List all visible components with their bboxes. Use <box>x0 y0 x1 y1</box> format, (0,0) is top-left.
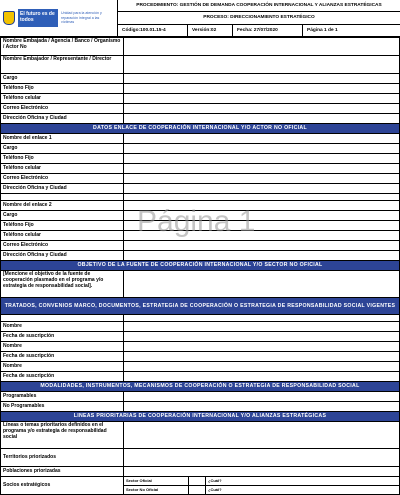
field-nombre-embajada[interactable] <box>124 38 400 56</box>
logo-area <box>0 0 118 36</box>
label-direccion: Dirección Oficina y Ciudad <box>1 114 124 124</box>
field-poblaciones[interactable] <box>124 467 400 477</box>
label-no-programables: No Programables <box>1 402 124 412</box>
label-tratado3-fecha: Fecha de suscripción <box>1 372 124 382</box>
label-tratado1-fecha: Fecha de suscripción <box>1 332 124 342</box>
label-tratado2-fecha: Fecha de suscripción <box>1 352 124 362</box>
doc-meta <box>118 25 400 36</box>
field-correo[interactable] <box>124 104 400 114</box>
spacer <box>1 194 124 201</box>
label-nombre-embajador: Nombre Embajador / Representante / Director <box>1 56 124 74</box>
section-title-modalidades: MODALIDADES, INSTRUMENTOS, MECANISMOS DE COOPERACIÓN O ESTRATEGIA DE RESPONSABILIDAD SOCIAL <box>1 382 400 392</box>
document-header <box>0 0 400 37</box>
objetivo-prompt: [Mencione el objetivo de la fuente de cooperación plasmado en el programa y/o estrategia de responsabilidad social]. <box>1 271 124 298</box>
field-enlace2-nombre[interactable] <box>124 201 400 211</box>
label-enlace2-correo: Correo Electrónico <box>1 241 124 251</box>
procedimiento-title: PROCEDIMIENTO: GESTIÓN DE DEMANDA COOPERACIÓN INTERNACIONAL Y ALIANZAS ESTRATÉGICAS <box>118 0 400 12</box>
label-cargo: Cargo <box>1 74 124 84</box>
spacer <box>1 315 124 322</box>
label-enlace2-celular: Teléfono celular <box>1 231 124 241</box>
label-tratado1-nombre: Nombre <box>1 322 124 332</box>
field-objetivo[interactable] <box>124 271 400 298</box>
socio-no-oficial-checkbox[interactable] <box>189 486 206 494</box>
field-enlace2-telefono[interactable] <box>124 221 400 231</box>
field-enlace1-celular[interactable] <box>124 164 400 174</box>
label-tratado3-nombre: Nombre <box>1 362 124 372</box>
logo-main: El futuro es de todos <box>18 9 58 27</box>
field-tratado3-fecha[interactable] <box>124 372 400 382</box>
field-no-programables[interactable] <box>124 402 400 412</box>
field-programables[interactable] <box>124 392 400 402</box>
field-enlace1-correo[interactable] <box>124 174 400 184</box>
label-territorios: Territorios priorizados <box>1 449 124 467</box>
page-watermark: Página 1 <box>137 205 256 238</box>
field-tratado3-nombre[interactable] <box>124 362 400 372</box>
field-cargo[interactable] <box>124 74 400 84</box>
socio-cual-2: ¿Cuál? <box>208 487 222 492</box>
codigo: Código:100.01.15-4 <box>118 25 188 36</box>
field-enlace1-direccion[interactable] <box>124 184 400 194</box>
label-nombre-embajada: Nombre Embajada / Agencia / Banco / Organismo / Actor No <box>1 38 124 56</box>
spacer <box>124 315 400 322</box>
field-enlace2-direccion[interactable] <box>124 251 400 261</box>
field-enlace1-nombre[interactable] <box>124 134 400 144</box>
field-enlace2-celular[interactable] <box>124 231 400 241</box>
field-enlace2-cargo[interactable] <box>124 211 400 221</box>
spacer <box>124 194 400 201</box>
socio-oficial-label: Sector Oficial <box>124 477 189 485</box>
section-title-objetivo: OBJETIVO DE LA FUENTE DE COOPERACIÓN INTERNACIONAL Y/O SECTOR NO OFICIAL <box>1 261 400 271</box>
pagina: Página 1 de 1 <box>307 28 338 33</box>
label-enlace1-nombre: Nombre del enlace 1 <box>1 134 124 144</box>
colombia-shield-icon <box>3 11 15 25</box>
label-enlace2-telefono: Teléfono Fijo <box>1 221 124 231</box>
field-enlace2-correo[interactable] <box>124 241 400 251</box>
label-enlace2-cargo: Cargo <box>1 211 124 221</box>
socios-grid <box>124 477 400 495</box>
field-telefono-fijo[interactable] <box>124 84 400 94</box>
field-nombre-embajador[interactable] <box>124 56 400 74</box>
label-enlace1-direccion: Dirección Oficina y Ciudad <box>1 184 124 194</box>
label-enlace1-cargo: Cargo <box>1 144 124 154</box>
field-enlace1-cargo[interactable] <box>124 144 400 154</box>
section-title-lineas: LINEAS PRIORITARIAS DE COOPERACIÓN INTERNACIONAL Y/O ALIANZAS ESTRATÉGICAS <box>1 412 400 422</box>
version: Versión:02 <box>188 25 233 36</box>
label-poblaciones: Poblaciones priorizadas <box>1 467 124 477</box>
field-tratado2-nombre[interactable] <box>124 342 400 352</box>
field-tratado2-fecha[interactable] <box>124 352 400 362</box>
label-enlace1-correo: Correo Electrónico <box>1 174 124 184</box>
label-enlace2-direccion: Dirección Oficina y Ciudad <box>1 251 124 261</box>
label-telefono-celular: Teléfono celular <box>1 94 124 104</box>
field-direccion[interactable] <box>124 114 400 124</box>
socio-oficial-checkbox[interactable] <box>189 477 206 485</box>
form-table <box>0 37 400 495</box>
logo-subtitle: Unidad para la atención y reparación integral a las víctimas <box>61 11 102 25</box>
proceso-title: PROCESO: DIRECCIONAMIENTO ESTRATÉGICO <box>118 12 400 25</box>
field-tratado1-fecha[interactable] <box>124 332 400 342</box>
field-territorios[interactable] <box>124 449 400 467</box>
label-socios: Socios estratégicos <box>1 477 124 495</box>
label-tratado2-nombre: Nombre <box>1 342 124 352</box>
label-lineas-temas: Líneas o temas prioritarios definidos en el programa y/o estrategia de responsabilidad social <box>1 422 124 449</box>
field-tratado1-nombre[interactable] <box>124 322 400 332</box>
label-enlace2-nombre: Nombre del enlace 2 <box>1 201 124 211</box>
field-lineas-temas[interactable] <box>124 422 400 449</box>
section-title-tratados: TRATADOS, CONVENIOS MARCO, DOCUMENTOS, ESTRATEGIA DE COOPERACIÓN O ESTRATEGIA DE RESPONSABILIDAD SOCIAL VIGENTES <box>1 298 400 315</box>
label-enlace1-celular: Teléfono celular <box>1 164 124 174</box>
field-telefono-celular[interactable] <box>124 94 400 104</box>
field-enlace1-telefono[interactable] <box>124 154 400 164</box>
label-correo: Correo Electrónico <box>1 104 124 114</box>
label-telefono-fijo: Teléfono Fijo <box>1 84 124 94</box>
socio-no-oficial-label: Sector No Oficial <box>124 486 189 494</box>
section-title-enlace: DATOS ENLACE DE COOPERACIÓN INTERNACIONAL Y/O ACTOR NO OFICIAL <box>1 124 400 134</box>
label-enlace1-telefono: Teléfono Fijo <box>1 154 124 164</box>
socio-cual-1: ¿Cuál? <box>208 478 222 483</box>
label-programables: Programables <box>1 392 124 402</box>
fecha: Fecha: 27/07/2020 <box>233 25 303 36</box>
